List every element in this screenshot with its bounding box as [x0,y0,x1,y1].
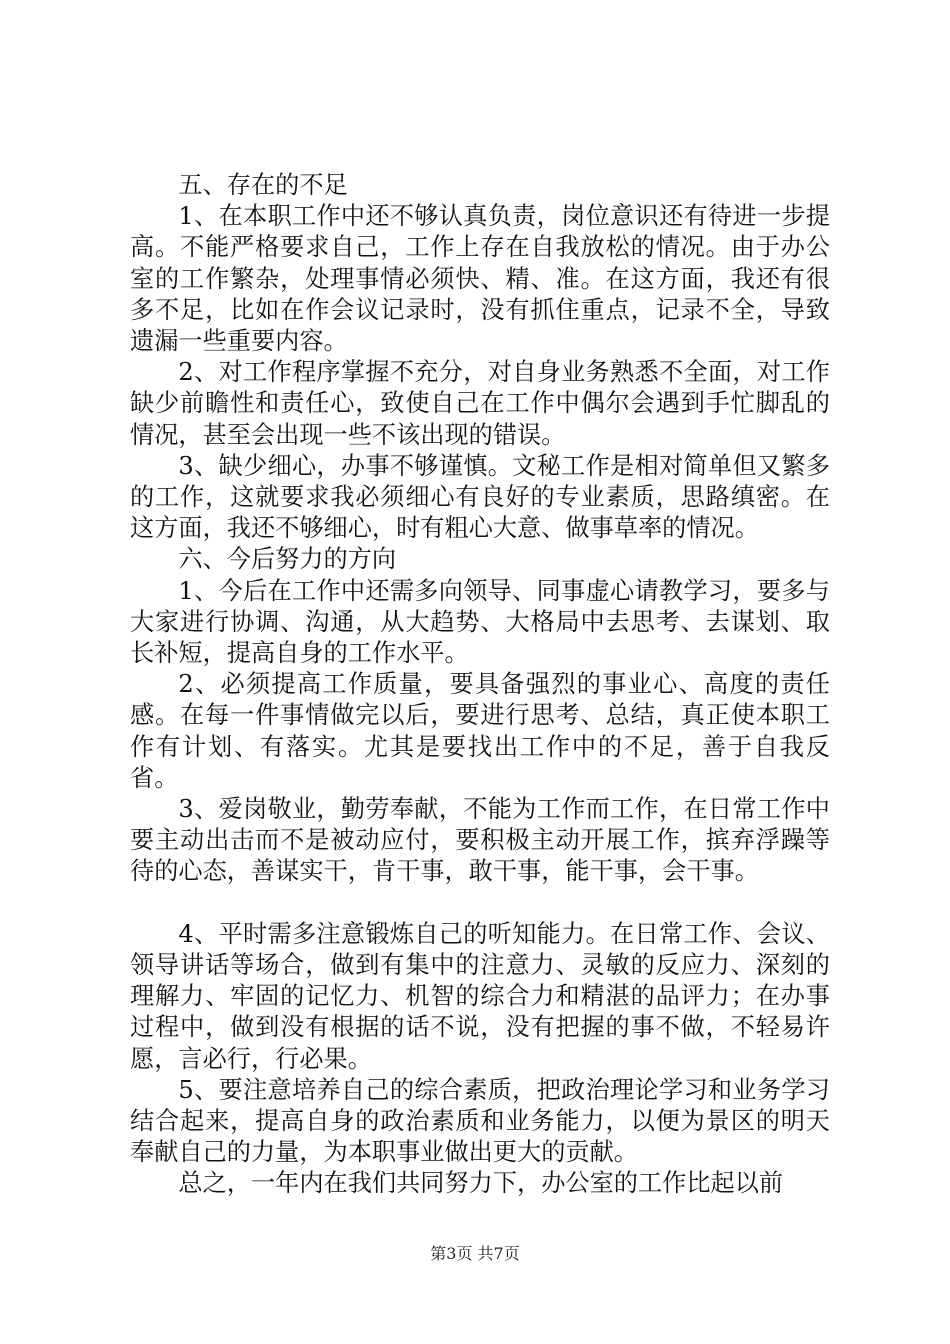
paragraph: 总之，一年内在我们共同努力下，办公室的工作比起以前 [178,1169,784,1198]
paragraph: 1、今后在工作中还需多向领导、同事虚心请教学习，要多与大家进行协调、沟通，从大趋势、大格局中去思考、去谋划、取长补短，提高自身的工作水平。 [130,576,830,668]
page-number-footer: 第3页 共7页 [430,1244,520,1263]
paragraph: 2、对工作程序掌握不充分，对自身业务熟悉不全面，对工作缺少前瞻性和责任心，致使自己在工作中偶尔会遇到手忙脚乱的情况，甚至会出现一些不该出现的错误。 [130,358,830,449]
paragraph: 4、平时需多注意锻炼自己的听知能力。在日常工作、会议、领导讲话等场合，做到有集中的注意力、灵敏的反应力、深刻的理解力、牢固的记忆力、机智的综合力和精湛的品评力；在办事过程中，做到没有根据的话不说，没有把握的事不做，不轻易许愿，言必行，行必果。 [130,919,830,1073]
paragraph: 5、要注意培养自己的综合素质，把政治理论学习和业务学习结合起来，提高自身的政治素质和业务能力，以便为景区的明天奉献自己的力量，为本职事业做出更大的贡献。 [130,1075,830,1167]
section-heading-shortcomings: 五、存在的不足 [178,171,348,199]
document-body [130,170,830,1200]
paragraph: 2、必须提高工作质量，要具备强烈的事业心、高度的责任感。在每一件事情做完以后，要进行思考、总结，真正使本职工作有计划、有落实。尤其是要找出工作中的不足，善于自我反省。 [130,670,830,792]
paragraph: 3、缺少细心，办事不够谨慎。文秘工作是相对简单但又繁多的工作，这就要求我必须细心有良好的专业素质，思路缜密。在这方面，我还不够细心，时有粗心大意、做事草率的情况。 [130,451,830,543]
paragraph: 3、爱岗敬业，勤劳奉献，不能为工作而工作，在日常工作中要主动出击而不是被动应付，要积极主动开展工作，摈弃浮躁等待的心态，善谋实干，肯干事，敢干事，能干事，会干事。 [130,795,830,886]
paragraph: 1、在本职工作中还不够认真负责，岗位意识还有待进一步提高。不能严格要求自己，工作上存在自我放松的情况。由于办公室的工作繁杂，处理事情必须快、精、准。在这方面，我还有很多不足，比如在作会议记录时，没有抓住重点，记录不全，导致遗漏一些重要内容。 [130,202,830,356]
section-heading-future-direction: 六、今后努力的方向 [178,545,397,574]
